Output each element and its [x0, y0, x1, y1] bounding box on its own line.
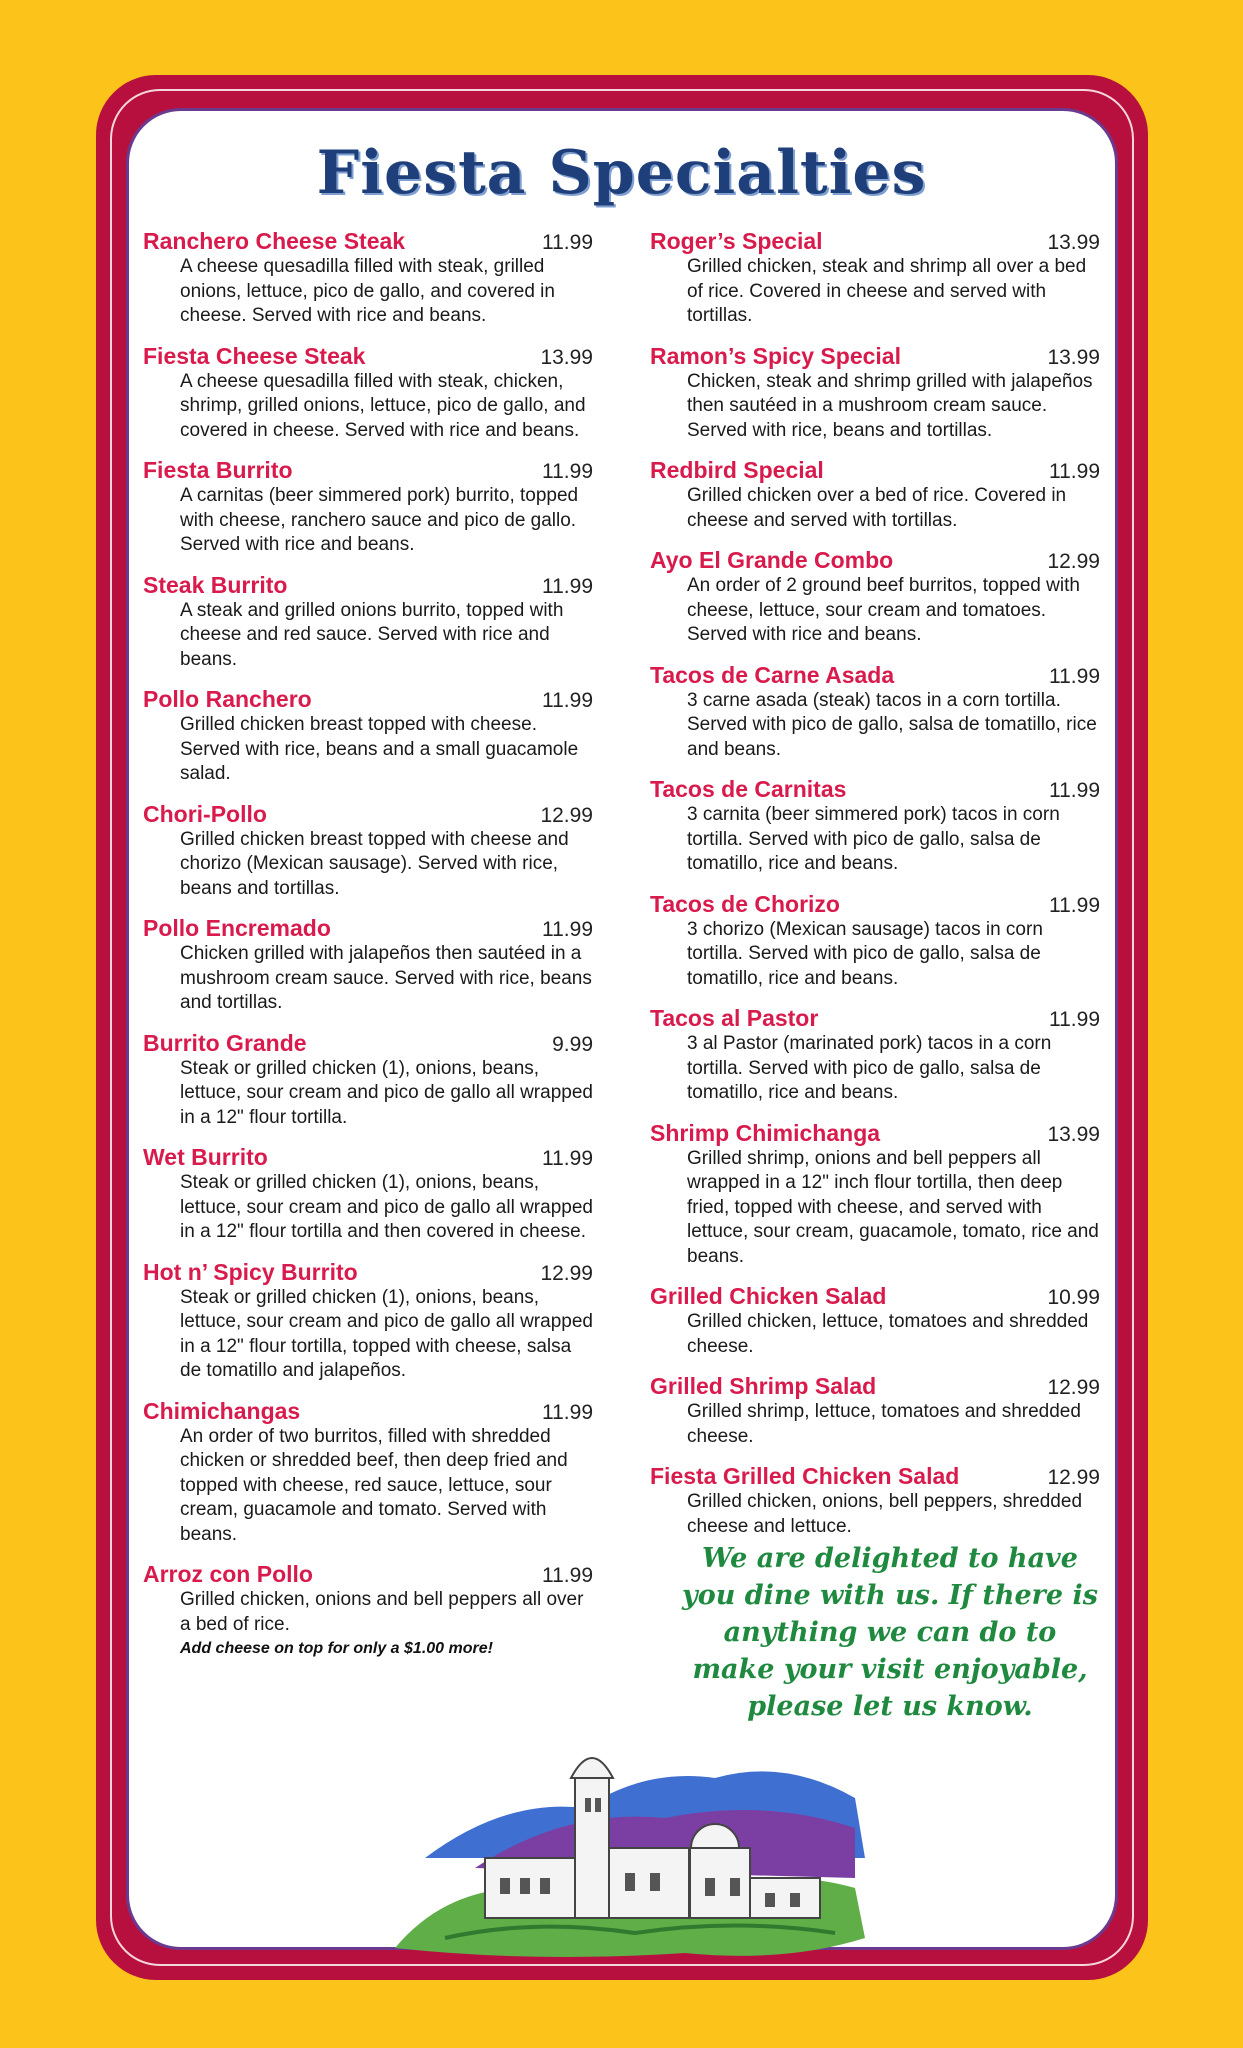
menu-item-price: 12.99 — [1047, 550, 1100, 573]
menu-item-price: 11.99 — [542, 574, 593, 598]
menu-item-description: A cheese quesadilla filled with steak, grilled onions, lettuce, pico de gallo, and covered in cheese. Served with rice and beans. — [180, 256, 555, 326]
menu-item-header — [650, 891, 1100, 918]
menu-item-name: Pollo Ranchero — [143, 686, 312, 712]
menu-item-header — [143, 572, 593, 599]
menu-item-name: Grilled Shrimp Salad — [650, 1373, 877, 1399]
menu-item — [143, 686, 593, 787]
menu-item-header — [650, 1283, 1100, 1310]
menu-item-name: Arroz con Pollo — [143, 1561, 313, 1587]
menu-item-header — [650, 662, 1100, 689]
menu-item-header — [650, 1005, 1100, 1032]
left-menu-column — [143, 228, 593, 1673]
mission-village-icon — [385, 1738, 890, 1963]
menu-item-description: 3 chorizo (Mexican sausage) tacos in corn tortilla. Served with pico de gallo, salsa de tomatillo, rice and beans. — [687, 918, 1043, 989]
menu-item-price: 11.99 — [542, 918, 593, 941]
menu-item-price: 13.99 — [1047, 345, 1100, 369]
menu-item-header — [143, 1398, 593, 1425]
menu-item — [650, 1120, 1100, 1270]
menu-item-header — [143, 1561, 593, 1588]
menu-item-name: Fiesta Grilled Chicken Salad — [650, 1463, 960, 1489]
menu-item — [650, 228, 1100, 329]
menu-item-header — [650, 1463, 1100, 1490]
menu-item-name: Ayo El Grande Combo — [650, 547, 894, 573]
menu-item — [650, 776, 1100, 877]
menu-item-description: Grilled chicken, steak and shrimp all over a bed of rice. Covered in cheese and served with tortillas. — [687, 256, 1087, 326]
menu-item — [143, 1561, 593, 1659]
menu-item-description: Grilled chicken, lettuce, tomatoes and shredded cheese. — [687, 1311, 1089, 1357]
menu-item — [650, 1463, 1100, 1539]
menu-item-name: Tacos al Pastor — [650, 1005, 819, 1031]
menu-item — [650, 662, 1100, 763]
menu-item-name: Pollo Encremado — [143, 915, 331, 941]
menu-item-header — [650, 457, 1100, 484]
menu-item-description: Grilled chicken, onions, bell peppers, shredded cheese and lettuce. — [687, 1491, 1083, 1537]
menu-item — [143, 1398, 593, 1548]
menu-item — [143, 572, 593, 673]
menu-item-name: Wet Burrito — [143, 1144, 268, 1170]
menu-item — [143, 228, 593, 329]
menu-item-name: Roger’s Special — [650, 228, 823, 254]
menu-item-price: 11.99 — [1049, 893, 1100, 917]
menu-item — [143, 343, 593, 444]
menu-item-description: A carnitas (beer simmered pork) burrito, topped with cheese, ranchero sauce and pico de gallo. Served with rice and beans. — [180, 485, 579, 555]
menu-item-price: 12.99 — [1047, 1466, 1100, 1489]
menu-item-name: Tacos de Carne Asada — [650, 661, 895, 688]
menu-item-description: 3 carne asada (steak) tacos in a corn tortilla. Served with pico de gallo, salsa de tomatillo, rice and beans. — [687, 689, 1097, 760]
menu-item-price: 11.99 — [1049, 664, 1100, 688]
menu-item-description: An order of two burritos, filled with shredded chicken or shredded beef, then deep fried and topped with cheese, red sauce, lettuce, sour cream, guacamole and tomato. Served with beans. — [180, 1425, 568, 1545]
menu-item-description: 3 al Pastor (marinated pork) tacos in a corn tortilla. Served with pico de gallo, salsa de tomatillo, rice and beans. — [687, 1033, 1052, 1103]
menu-item-description: Grilled chicken breast topped with cheese and chorizo (Mexican sausage). Served with rice, beans and tortillas. — [180, 828, 569, 899]
menu-item-name: Shrimp Chimichanga — [650, 1119, 881, 1146]
menu-item-description: A cheese quesadilla filled with steak, chicken, shrimp, grilled onions, lettuce, pico de gallo, and covered in cheese. Served with rice and beans. — [180, 370, 586, 441]
menu-item-price: 11.99 — [542, 1400, 593, 1424]
menu-item-header — [650, 343, 1100, 370]
menu-item-name: Hot n’ Spicy Burrito — [143, 1258, 358, 1285]
menu-item-price: 11.99 — [1049, 460, 1100, 483]
menu-item — [143, 801, 593, 902]
menu-item-price: 9.99 — [552, 1032, 593, 1056]
right-menu-column — [650, 228, 1100, 1553]
menu-item-price: 13.99 — [1047, 1122, 1100, 1146]
menu-item-name: Redbird Special — [650, 457, 824, 483]
menu-item-description: Grilled chicken over a bed of rice. Covered in cheese and served with tortillas. — [687, 485, 1067, 531]
menu-item-description: Grilled chicken breast topped with cheese. Served with rice, beans and a small guacamole salad. — [180, 714, 579, 784]
menu-item — [143, 1259, 593, 1384]
menu-item — [143, 1030, 593, 1131]
menu-item-price: 11.99 — [542, 460, 593, 483]
menu-item-price: 11.99 — [1049, 779, 1100, 802]
menu-item-name: Tacos de Chorizo — [650, 890, 840, 917]
menu-item-price: 10.99 — [1047, 1286, 1100, 1309]
menu-item-name: Fiesta Cheese Steak — [143, 342, 366, 369]
menu-item-description: Chicken grilled with jalapeños then sautéed in a mushroom cream sauce. Served with rice, beans and tortillas. — [180, 943, 592, 1013]
menu-item-description: 3 carnita (beer simmered pork) tacos in corn tortilla. Served with pico de gallo, salsa de tomatillo, rice and beans. — [687, 804, 1060, 874]
menu-item-name: Chimichangas — [143, 1397, 301, 1424]
menu-item-note: Add cheese on top for only a $1.00 more! — [180, 1640, 493, 1657]
menu-item — [650, 1005, 1100, 1106]
menu-item-header — [143, 228, 593, 255]
menu-item-header — [143, 457, 593, 484]
menu-item-name: Steak Burrito — [143, 571, 288, 598]
menu-item-price: 11.99 — [542, 689, 593, 712]
menu-item-name: Ranchero Cheese Steak — [143, 228, 406, 254]
menu-item-header — [650, 1373, 1100, 1400]
menu-item-price: 11.99 — [1049, 1008, 1100, 1031]
menu-item — [650, 343, 1100, 444]
menu-item-price: 11.99 — [542, 231, 593, 254]
menu-item-header — [650, 776, 1100, 803]
menu-item — [143, 1144, 593, 1245]
menu-item — [143, 457, 593, 558]
menu-item-price: 11.99 — [542, 1147, 593, 1170]
menu-item — [650, 547, 1100, 648]
menu-item-name: Grilled Chicken Salad — [650, 1283, 887, 1309]
menu-item-description: Grilled shrimp, lettuce, tomatoes and shredded cheese. — [687, 1401, 1081, 1447]
menu-item-name: Ramon’s Spicy Special — [650, 342, 901, 369]
menu-item-description: Grilled shrimp, onions and bell peppers all wrapped in a 12" inch flour tortilla, then deep fried, topped with cheese, and served with lettuce, sour cream, guacamole, tomato, rice and beans. — [687, 1147, 1099, 1267]
menu-item-header — [650, 1120, 1100, 1147]
menu-item-description: Steak or grilled chicken (1), onions, beans, lettuce, sour cream and pico de gallo all wrapped in a 12" flour tortilla, topped with cheese, salsa de tomatillo and jalapeños. — [180, 1286, 593, 1381]
menu-item-name: Chori-Pollo — [143, 800, 267, 827]
menu-item-description: Steak or grilled chicken (1), onions, beans, lettuce, sour cream and pico de gallo all wrapped in a 12" flour tortilla and then covered in cheese. — [180, 1172, 593, 1242]
menu-item-header — [143, 801, 593, 828]
menu-item — [650, 1283, 1100, 1359]
menu-item-name: Burrito Grande — [143, 1029, 307, 1056]
menu-item-header — [650, 547, 1100, 574]
menu-item-description: Chicken, steak and shrimp grilled with jalapeños then sautéed in a mushroom cream sauce. Served with rice, beans and tortillas. — [687, 370, 1093, 441]
menu-item-header — [143, 1259, 593, 1286]
menu-item-price: 12.99 — [1047, 1376, 1100, 1399]
menu-item-header — [143, 1030, 593, 1057]
welcome-message: We are delighted to have you dine with us. If there is anything we can do to make your visit enjoyable, please let us know. — [682, 1543, 1098, 1722]
menu-item-header — [143, 686, 593, 713]
menu-item-price: 12.99 — [540, 1261, 593, 1285]
menu-item-description: Steak or grilled chicken (1), onions, beans, lettuce, sour cream and pico de gallo all wrapped in a 12" flour tortilla. — [180, 1057, 593, 1128]
menu-item — [143, 915, 593, 1016]
menu-item-description: A steak and grilled onions burrito, topped with cheese and red sauce. Served with rice and beans. — [180, 599, 564, 670]
menu-item-name: Fiesta Burrito — [143, 457, 293, 483]
menu-item — [650, 457, 1100, 533]
menu-item-name: Tacos de Carnitas — [650, 776, 847, 802]
menu-item-header — [143, 343, 593, 370]
menu-item-description: An order of 2 ground beef burritos, topped with cheese, lettuce, sour cream and tomatoes. Served with rice and beans. — [687, 575, 1080, 645]
menu-item — [650, 1373, 1100, 1449]
menu-item-price: 13.99 — [1047, 231, 1100, 254]
page-title: Fiesta Specialties — [316, 138, 927, 208]
menu-item — [650, 891, 1100, 992]
menu-item-header — [650, 228, 1100, 255]
menu-item-price: 11.99 — [542, 1564, 593, 1587]
menu-item-header — [143, 915, 593, 942]
menu-item-price: 12.99 — [540, 803, 593, 827]
menu-item-description: Grilled chicken, onions and bell peppers all over a bed of rice. — [180, 1589, 584, 1635]
menu-item-header — [143, 1144, 593, 1171]
menu-item-price: 13.99 — [540, 345, 593, 369]
